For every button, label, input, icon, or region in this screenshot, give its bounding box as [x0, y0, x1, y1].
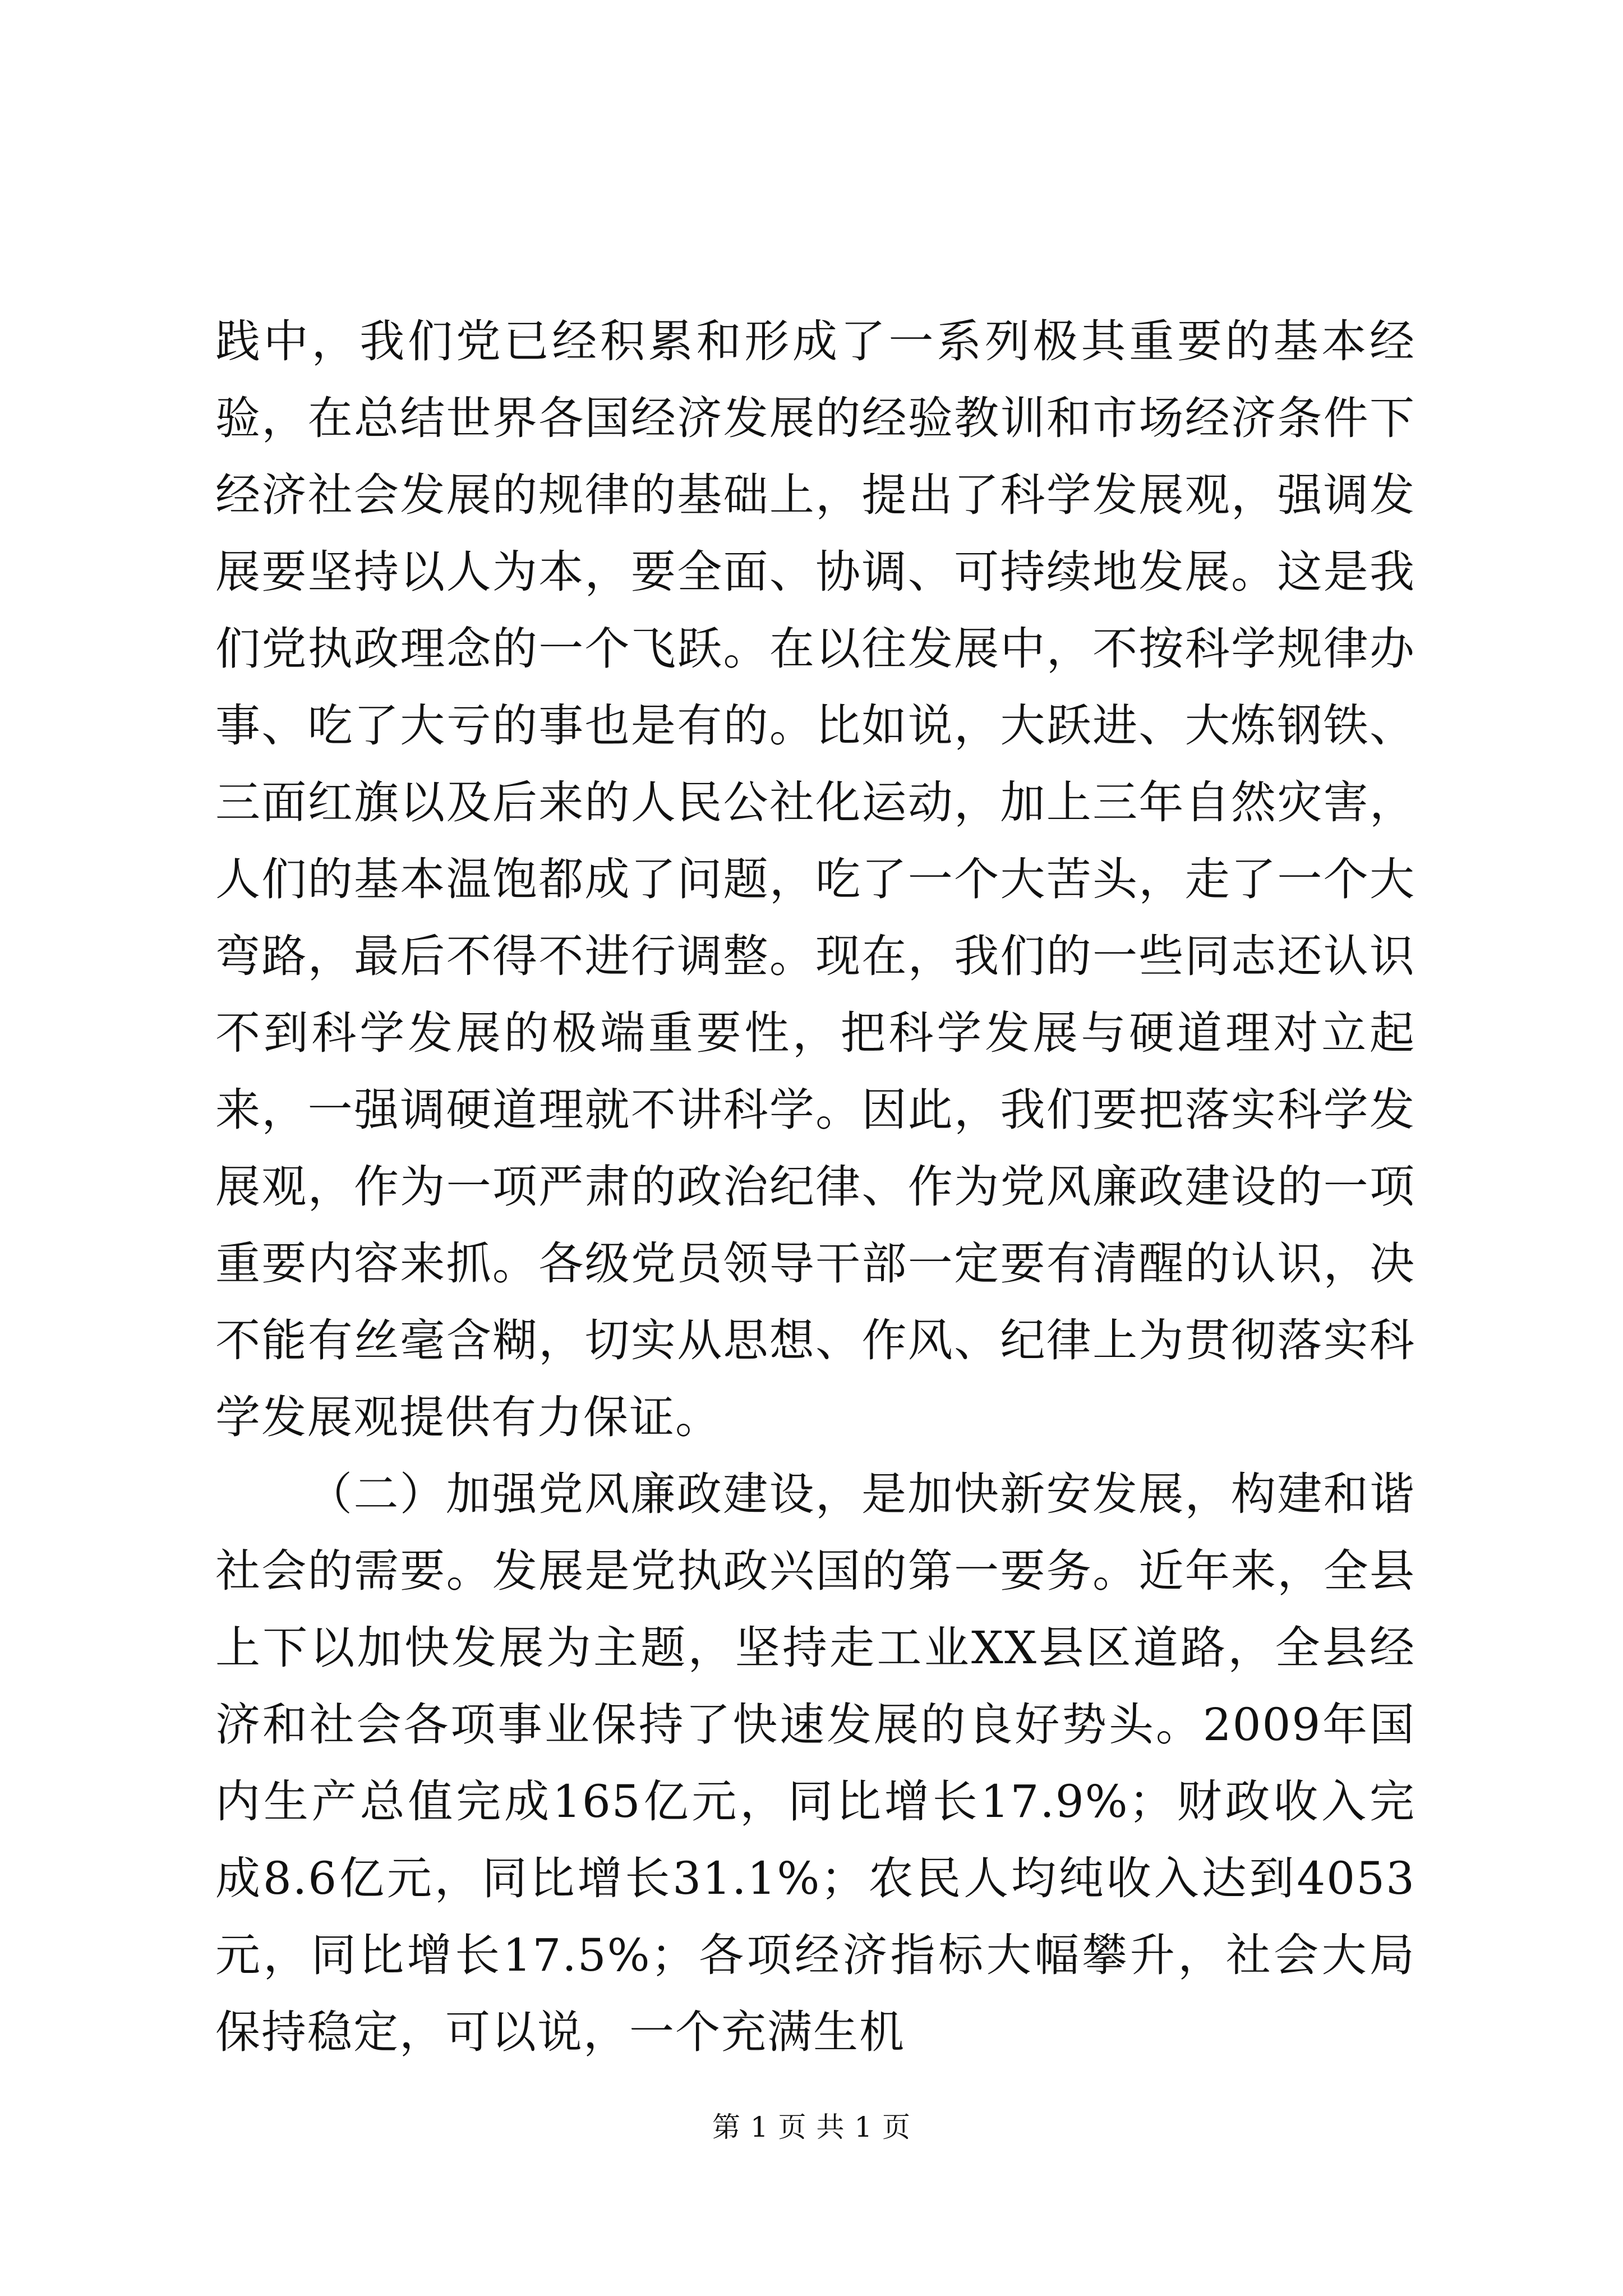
page-footer: 第 1 页 共 1 页 — [712, 2111, 911, 2143]
document-body — [215, 303, 1415, 2070]
paragraph-continued: 践中，我们党已经积累和形成了一系列极其重要的基本经验，在总结世界各国经济发展的经验教训和市场经济条件下经济社会发展的规律的基础上，提出了科学发展观，强调发展要坚持以人为本，要全面、协调、可持续地发展。这是我们党执政理念的一个飞跃。在以往发展中，不按科学规律办事、吃了大亏的事也是有的。比如说，大跃进、大炼钢铁、三面红旗以及后来的人民公社化运动，加上三年自然灾害，人们的基本温饱都成了问题，吃了一个大苦头，走了一个大弯路，最后不得不进行调整。现在，我们的一些同志还认识不到科学发展的极端重要性，把科学发展与硬道理对立起来，一强调硬道理就不讲科学。因此，我们要把落实科学发展观，作为一项严肃的政治纪律、作为党风廉政建设的一项重要内容来抓。各级党员领导干部一定要有清醒的认识，决不能有丝毫含糊，切实从思想、作风、纪律上为贯彻落实科学发展观提供有力保证。 — [215, 315, 1415, 1443]
paragraph-section-two: （二）加强党风廉政建设，是加快新安发展，构建和谐社会的需要。发展是党执政兴国的第一要务。近年来，全县上下以加快发展为主题，坚持走工业XX县区道路，全县经济和社会各项事业保持了快速发展的良好势头。2009年国内生产总值完成165亿元，同比增长17.9%；财政收入完成8.6亿元，同比增长31.1%；农民人均纯收入达到4053元，同比增长17.5%；各项经济指标大幅攀升，社会大局保持稳定，可以说，一个充满生机 — [215, 1468, 1415, 2058]
